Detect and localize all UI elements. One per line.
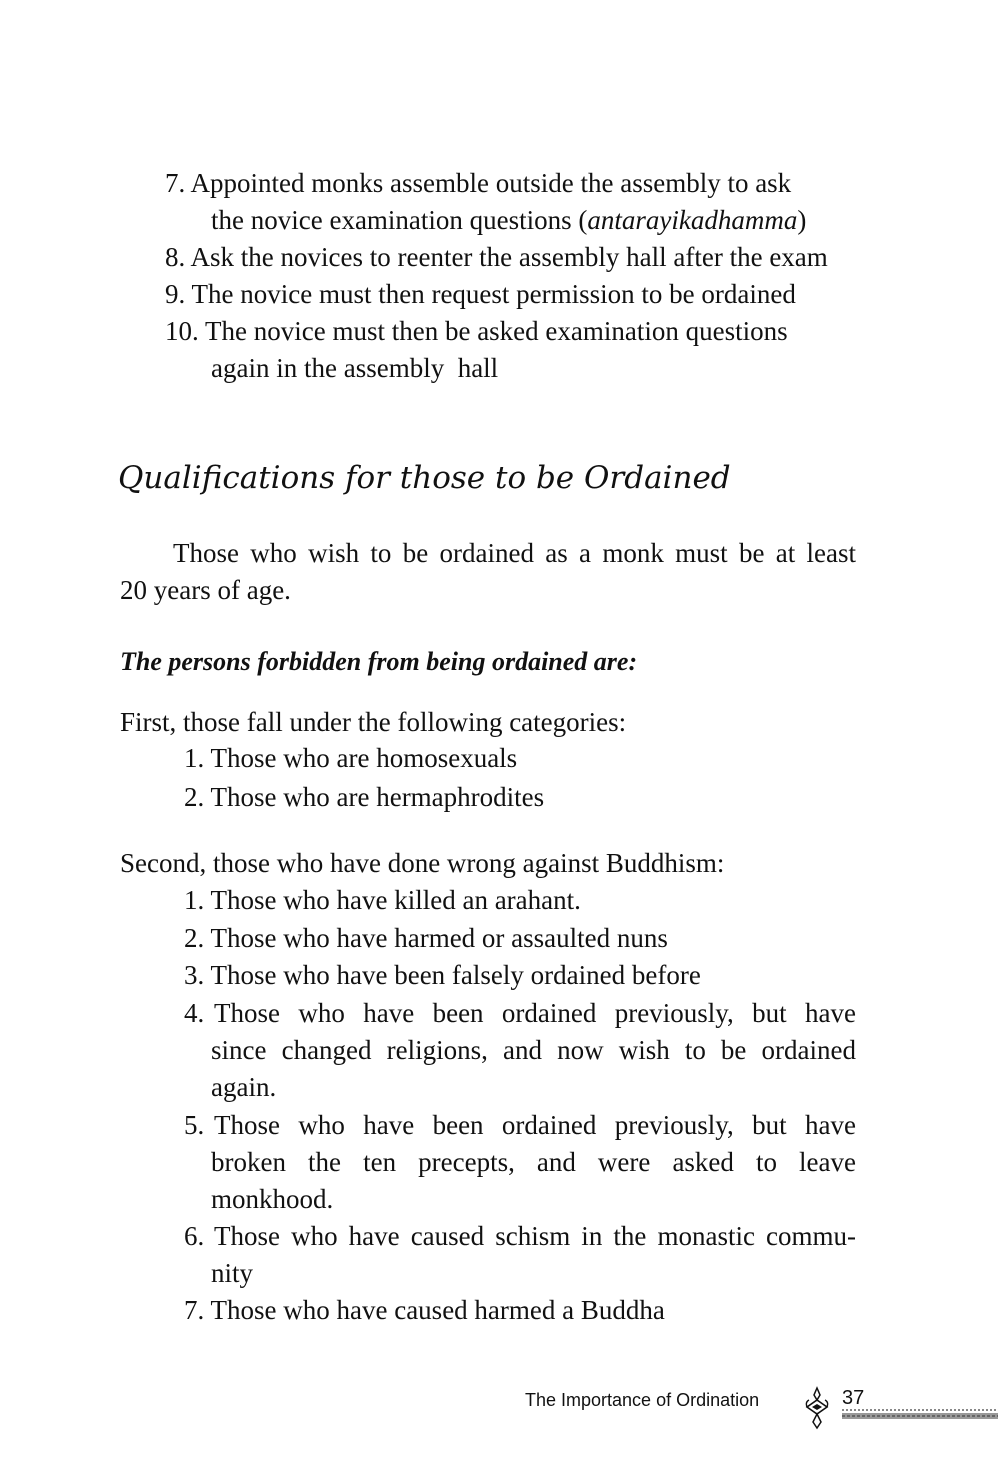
list-item: 1. Those who have killed an arahant. [184, 885, 581, 915]
running-footer-title: The Importance of Ordination [525, 1390, 760, 1410]
list-item-continuation: the novice examination questions (antarayikadhamma) [211, 205, 807, 235]
footer-rule-divider [842, 1409, 998, 1421]
list-item: 3. Those who have been falsely ordained before [184, 960, 701, 990]
list-item-line: nity [211, 1258, 254, 1288]
list-item-line: Those who have been ordained previously, but have [214, 998, 856, 1028]
first-group-intro: First, those fall under the following categories: [120, 707, 627, 737]
list-item: 7. Appointed monks assemble outside the assembly to ask [165, 168, 792, 198]
intro-paragraph-line: Those who wish to be ordained as a monk must be at least [173, 538, 856, 568]
list-item: 7. Those who have caused harmed a Buddha [184, 1295, 665, 1325]
list-item: 2. Those who are hermaphrodites [184, 782, 545, 812]
list-item-line: Those who have caused schism in the monastic commu- [214, 1221, 856, 1251]
lotus-ornament-icon [804, 1386, 830, 1430]
section-heading: Qualifications for those to be Ordained [118, 460, 731, 496]
list-item: 9. The novice must then request permission to be ordained [165, 279, 796, 309]
list-item-line: again. [211, 1072, 277, 1102]
list-item: 2. Those who have harmed or assaulted nuns [184, 923, 668, 953]
list-item-line: since changed religions, and now wish to be ordained [211, 1035, 856, 1065]
list-item-line: Those who have been ordained previously, but have [214, 1110, 856, 1140]
list-item-number: 5. [184, 1110, 205, 1140]
list-item-number: 6. [184, 1221, 205, 1251]
list-item-line: broken the ten precepts, and were asked to leave [211, 1147, 856, 1177]
intro-paragraph-line: 20 years of age. [120, 575, 291, 605]
page-number: 37 [842, 1387, 865, 1409]
forbidden-subheading: The persons forbidden from being ordained are: [120, 647, 638, 676]
list-item-continuation: again in the assembly hall [211, 353, 499, 383]
list-item-number: 4. [184, 998, 205, 1028]
list-item: 1. Those who are homosexuals [184, 743, 518, 773]
list-item: 10. The novice must then be asked examination questions [165, 316, 788, 346]
list-item-line: monkhood. [211, 1184, 334, 1214]
second-group-intro: Second, those who have done wrong against Buddhism: [120, 848, 725, 878]
list-item: 8. Ask the novices to reenter the assembly hall after the exam [165, 242, 828, 272]
